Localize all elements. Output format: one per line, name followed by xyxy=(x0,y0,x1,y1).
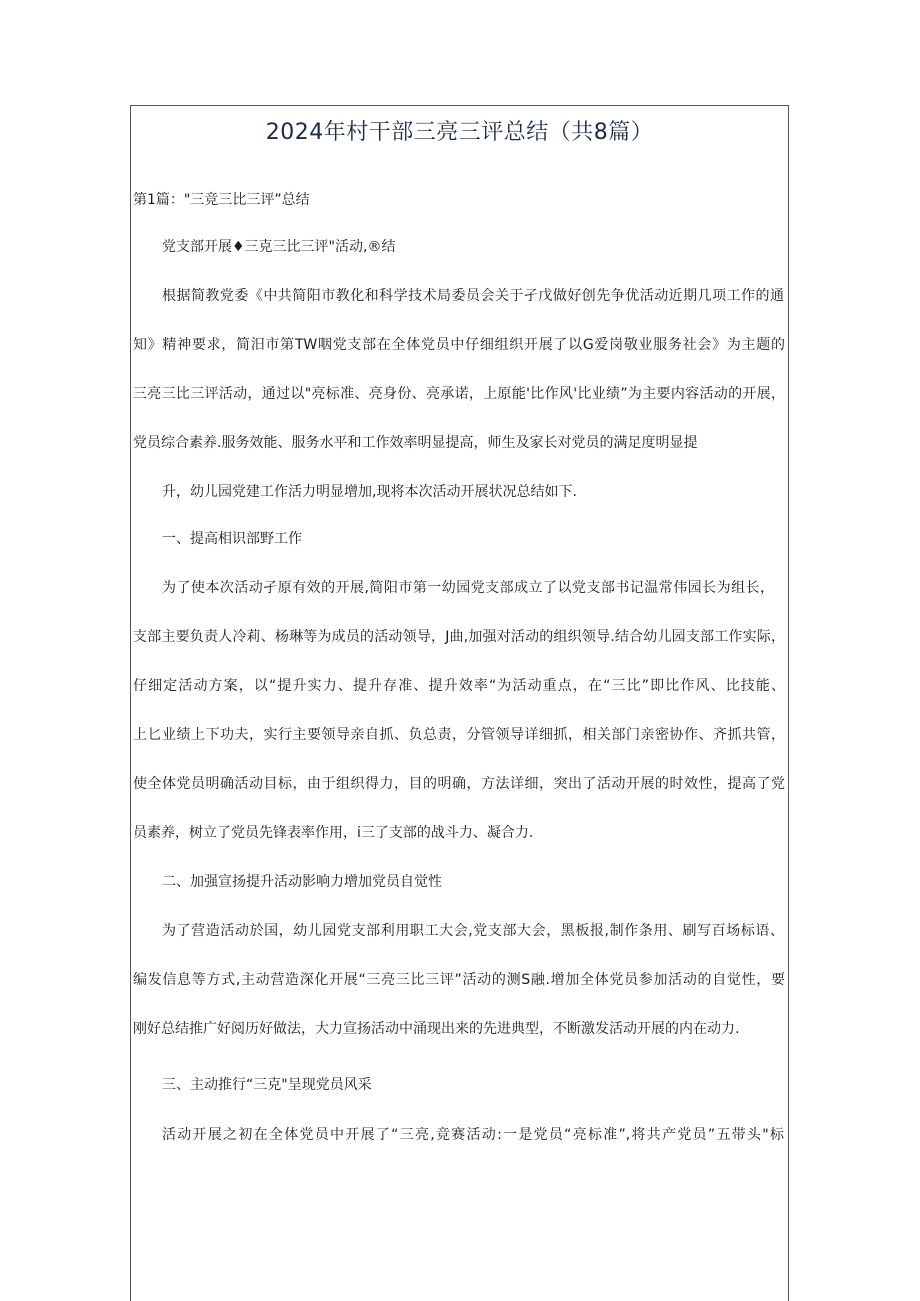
paragraph-line: 根据简教党委《中共简阳市教化和科学技术局委员会关于孑戊做好创先争优活动近期几项工作的通 xyxy=(162,288,784,304)
section-heading: 三、主动推行“三克"呈现党员风采 xyxy=(162,1077,372,1093)
paragraph-line: 员素养，树立了党员先锋表率作用，i三了支部的战斗力、凝合力. xyxy=(133,825,534,841)
sub-heading: 党支部开展♦三克三比三评"活动,®结 xyxy=(162,239,396,255)
paragraph-line: 升，幼儿园党建工作活力明显增加,现将本次活动开展状况总结如下. xyxy=(162,484,577,500)
paragraph-line: 支部主要负责人冷莉、杨琳等为成员的活动领导，J曲,加强对活动的组织领导.结合幼儿园支部工作实际， xyxy=(133,629,785,645)
paragraph-line: 知》精神要求，简汨市第TW咽党支部在全体党员中仔细组织开展了以G爱岗敬业服务社会》为主题的 xyxy=(133,337,785,353)
paragraph-line: 为了营造活动於国，幼儿园党支部利用职工大会,党支部大会，黑板报,制作条用、刷写百场标语、 xyxy=(162,923,784,939)
section-heading-1: 第1篇："三竞三比三评”总结 xyxy=(133,192,310,208)
paragraph-line: 活动开展之初在全体党员中开展了“三亮,竞赛活动:一是党员“亮标准”,将共产党员”五带头"标 xyxy=(162,1127,784,1143)
paragraph-line: 刚好总结推广好阅历好做法，大力宣扬活动中涌现出来的先进典型，不断激发活动开展的内在动力. xyxy=(133,1021,740,1037)
paragraph-line: 三亮三比三评活动，通过以"亮标准、亮身份、亮承诺，上原能'比作风'比业绩”为主要内容活动的开展， xyxy=(133,386,785,402)
paragraph-line: 编发信息等方式,主动营造深化开展“三亮三比三评”活动的测S融.增加全体党员参加活动的自觉性，要 xyxy=(133,972,785,988)
section-heading: 一、提高相识部野工作 xyxy=(162,531,302,547)
paragraph-line: 使全体党员明确活动目标，由于组织得力，目的明确，方法详细，突出了活动开展的时效性，提高了党 xyxy=(133,776,785,792)
paragraph-line: 仔细定活动方案，以“提升实力、提升存准、提升效率“为活动重点，在“三比”即比作风、比技能、 xyxy=(133,678,785,694)
section-heading: 二、加强宣扬提升活动影响力增加党员自觉性 xyxy=(162,874,442,890)
paragraph-line: 上匕业绩上下功夫，实行主要领导亲自抓、负总责，分管领导详细抓，相关部门亲密协作、齐抓共管， xyxy=(133,727,785,743)
paragraph-line: 为了使本次活动孑原有效的开展,简阳市第一幼园党支部成立了以党支部书记温常伟园长为组长， xyxy=(162,580,774,596)
document-frame xyxy=(130,105,789,1301)
document-title: 2024年村干部三亮三评总结（共8篇） xyxy=(265,120,654,145)
paragraph-line: 党员综合素养.服务效能、服务水平和工作效率明显提高，师生及家长对党员的满足度明显提 xyxy=(133,435,698,451)
